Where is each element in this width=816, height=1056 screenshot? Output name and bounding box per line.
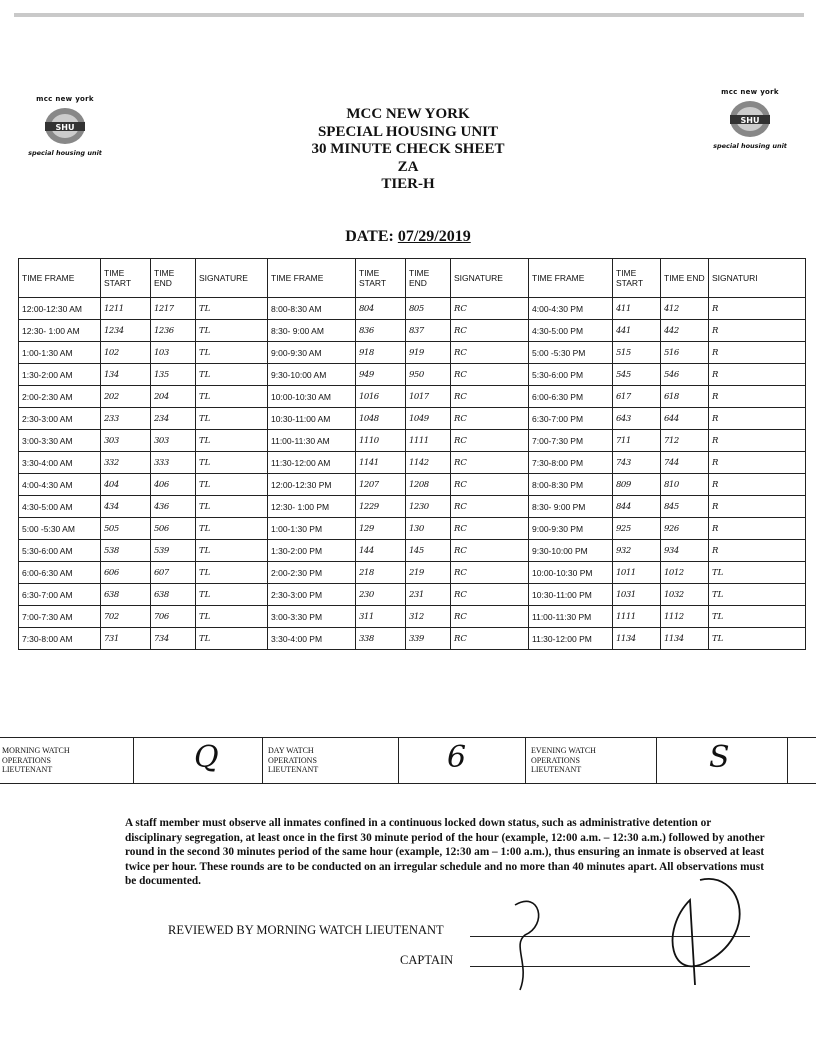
time-frame-cell: 6:30-7:00 AM [19,584,101,606]
signature-cell[interactable]: RC [451,408,529,430]
time-end-cell[interactable]: 712 [661,430,709,452]
time-end-cell[interactable]: 130 [406,518,451,540]
signature-cell[interactable]: TL [196,342,268,364]
time-frame-cell: 4:30-5:00 AM [19,496,101,518]
time-frame-cell: 11:00-11:30 AM [268,430,356,452]
time-frame-cell: 2:00-2:30 PM [268,562,356,584]
time-end-cell[interactable]: 339 [406,628,451,650]
time-frame-cell: 11:30-12:00 AM [268,452,356,474]
time-start-cell[interactable]: 836 [356,320,406,342]
evening-watch-signature: S [709,740,730,775]
time-start-cell[interactable]: 233 [101,408,151,430]
signature-cell[interactable]: TL [709,562,806,584]
time-frame-cell: 3:00-3:30 PM [268,606,356,628]
time-frame-cell: 11:00-11:30 PM [529,606,613,628]
signature-cell[interactable]: TL [709,584,806,606]
time-start-cell[interactable]: 1011 [613,562,661,584]
time-end-cell[interactable]: 231 [406,584,451,606]
time-start-cell[interactable]: 809 [613,474,661,496]
signature-cell[interactable]: TL [196,562,268,584]
time-frame-cell: 9:00-9:30 AM [268,342,356,364]
time-frame-cell: 10:00-10:30 PM [529,562,613,584]
time-end-cell[interactable]: 406 [151,474,196,496]
logo-left-badge-text: SHU [55,123,75,132]
signature-cell[interactable]: R [709,364,806,386]
header-line-2: SPECIAL HOUSING UNIT [317,123,499,140]
time-end-cell[interactable]: 950 [406,364,451,386]
time-frame-cell: 7:00-7:30 PM [529,430,613,452]
time-end-cell[interactable]: 412 [661,298,709,320]
signature-cell[interactable]: RC [451,364,529,386]
signature-cell[interactable]: TL [196,584,268,606]
signature-cell[interactable]: RC [451,452,529,474]
time-end-cell[interactable]: 312 [406,606,451,628]
time-start-cell[interactable]: 1234 [101,320,151,342]
time-start-cell[interactable]: 804 [356,298,406,320]
time-start-cell[interactable]: 638 [101,584,151,606]
signature-cell[interactable]: R [709,452,806,474]
signature-cell[interactable]: RC [451,562,529,584]
header-line-4: ZA [397,158,419,175]
time-start-cell[interactable]: 606 [101,562,151,584]
captain-signature-scribble [673,879,740,985]
time-end-cell[interactable]: 1032 [661,584,709,606]
time-start-cell[interactable]: 332 [101,452,151,474]
time-end-cell[interactable]: 145 [406,540,451,562]
time-frame-cell: 5:00 -5:30 PM [529,342,613,364]
time-frame-cell: 8:30- 9:00 PM [529,496,613,518]
time-frame-cell: 4:00-4:30 AM [19,474,101,496]
logo-right-top-text: mcc new york [721,88,779,96]
time-end-cell[interactable]: 706 [151,606,196,628]
time-start-cell[interactable]: 643 [613,408,661,430]
time-frame-cell: 10:30-11:00 AM [268,408,356,430]
time-frame-cell: 9:30-10:00 AM [268,364,356,386]
time-start-cell[interactable]: 311 [356,606,406,628]
morning-watch-signature: Q [194,740,219,775]
time-start-cell[interactable]: 230 [356,584,406,606]
signature-cell[interactable]: R [709,540,806,562]
signature-cell[interactable]: R [709,430,806,452]
day-watch-signature: 6 [447,740,467,775]
signature-cell[interactable]: RC [451,540,529,562]
date-value: 07/29/2019 [397,228,471,245]
header-line-5: TIER-H [381,176,435,192]
time-frame-cell: 1:30-2:00 AM [19,364,101,386]
time-frame-cell: 9:30-10:00 PM [529,540,613,562]
lieutenant-signature-scribble [515,901,539,990]
time-start-cell[interactable]: 102 [101,342,151,364]
time-end-cell[interactable]: 734 [151,628,196,650]
time-start-cell[interactable]: 1134 [613,628,661,650]
time-start-cell[interactable]: 545 [613,364,661,386]
signature-cell[interactable]: R [709,342,806,364]
time-frame-cell: 6:00-6:30 PM [529,386,613,408]
time-end-cell[interactable]: 219 [406,562,451,584]
signature-cell[interactable]: TL [196,496,268,518]
time-frame-cell: 8:00-8:30 PM [529,474,613,496]
time-end-cell[interactable]: 837 [406,320,451,342]
time-end-cell[interactable]: 926 [661,518,709,540]
column-header: TIME END [151,259,196,298]
time-start-cell[interactable]: 932 [613,540,661,562]
time-end-cell[interactable]: 810 [661,474,709,496]
time-frame-cell: 9:00-9:30 PM [529,518,613,540]
header-line-1: MCC NEW YORK [346,106,470,122]
observation-notice: A staff member must observe all inmates confined in a continuous locked down status, such as administrative detention or disciplinary segregation, at least once in the first 30 minute period of the hour (example, 12:00 a.m. – 12:30 a.m.) followed by another round in the second 30 minutes period of the same hour (example, 12:30 am – 1:00 a.m.), thus ensuring an inmate is observed at least twice per hour. These rounds are to be conducted on an irregular schedule and no more than 40 minutes apart. All observations must be documented. [125,817,765,887]
time-end-cell[interactable]: 805 [406,298,451,320]
time-start-cell[interactable]: 925 [613,518,661,540]
time-end-cell[interactable]: 1217 [151,298,196,320]
time-end-cell[interactable]: 436 [151,496,196,518]
time-end-cell[interactable]: 1112 [661,606,709,628]
column-header: TIME START [613,259,661,298]
signature-cell[interactable]: RC [451,430,529,452]
signature-cell[interactable]: RC [451,298,529,320]
time-start-cell[interactable]: 515 [613,342,661,364]
time-start-cell[interactable]: 404 [101,474,151,496]
signature-cell[interactable]: RC [451,320,529,342]
time-start-cell[interactable]: 129 [356,518,406,540]
lieutenant-review-label: REVIEWED BY MORNING WATCH LIEUTENANT [168,923,444,937]
signature-cell[interactable]: RC [451,474,529,496]
time-frame-cell: 7:00-7:30 AM [19,606,101,628]
time-start-cell[interactable]: 711 [613,430,661,452]
signature-cell[interactable]: R [709,474,806,496]
signature-cell[interactable]: TL [196,518,268,540]
time-start-cell[interactable]: 134 [101,364,151,386]
time-start-cell[interactable]: 1016 [356,386,406,408]
signature-cell[interactable]: RC [451,496,529,518]
time-frame-cell: 6:00-6:30 AM [19,562,101,584]
time-end-cell[interactable]: 103 [151,342,196,364]
signature-cell[interactable]: TL [196,474,268,496]
time-end-cell[interactable]: 516 [661,342,709,364]
signature-cell[interactable]: RC [451,342,529,364]
time-start-cell[interactable]: 617 [613,386,661,408]
time-frame-cell: 10:00-10:30 AM [268,386,356,408]
time-end-cell[interactable]: 1049 [406,408,451,430]
time-end-cell[interactable]: 135 [151,364,196,386]
column-header: SIGNATURE [196,259,268,298]
signature-cell[interactable]: TL [196,386,268,408]
column-header: TIME END [661,259,709,298]
signature-cell[interactable]: TL [196,606,268,628]
day-watch-label: DAY WATCH OPERATIONS LIEUTENANT [268,746,319,774]
evening-watch-label: EVENING WATCH OPERATIONS LIEUTENANT [531,746,596,774]
time-end-cell[interactable]: 1142 [406,452,451,474]
time-start-cell[interactable]: 505 [101,518,151,540]
time-end-cell[interactable]: 1017 [406,386,451,408]
time-frame-cell: 1:00-1:30 AM [19,342,101,364]
time-frame-cell: 12:00-12:30 PM [268,474,356,496]
time-end-cell[interactable]: 618 [661,386,709,408]
time-frame-cell: 5:30-6:00 PM [529,364,613,386]
signature-cell[interactable]: RC [451,628,529,650]
time-end-cell[interactable]: 546 [661,364,709,386]
time-end-cell[interactable]: 607 [151,562,196,584]
time-frame-cell: 3:30-4:00 AM [19,452,101,474]
time-end-cell[interactable]: 1208 [406,474,451,496]
time-start-cell[interactable]: 538 [101,540,151,562]
time-start-cell[interactable]: 434 [101,496,151,518]
time-frame-cell: 12:00-12:30 AM [19,298,101,320]
signature-cell[interactable]: TL [196,540,268,562]
time-start-cell[interactable]: 411 [613,298,661,320]
logo-right-bottom-text: special housing unit [713,142,787,150]
time-end-cell[interactable]: 333 [151,452,196,474]
time-frame-cell: 12:30- 1:00 AM [19,320,101,342]
signature-cell[interactable]: R [709,386,806,408]
time-end-cell[interactable]: 442 [661,320,709,342]
time-start-cell[interactable]: 1229 [356,496,406,518]
time-end-cell[interactable]: 1236 [151,320,196,342]
time-end-cell[interactable]: 744 [661,452,709,474]
time-start-cell[interactable]: 1207 [356,474,406,496]
time-frame-cell: 8:00-8:30 AM [268,298,356,320]
column-header: TIME START [101,259,151,298]
column-header: TIME FRAME [19,259,101,298]
time-start-cell[interactable]: 144 [356,540,406,562]
time-end-cell[interactable]: 644 [661,408,709,430]
time-start-cell[interactable]: 1048 [356,408,406,430]
time-end-cell[interactable]: 539 [151,540,196,562]
time-frame-cell: 3:00-3:30 AM [19,430,101,452]
time-start-cell[interactable]: 1110 [356,430,406,452]
header-line-3: 30 MINUTE CHECK SHEET [311,141,505,157]
time-end-cell[interactable]: 1012 [661,562,709,584]
time-start-cell[interactable]: 949 [356,364,406,386]
time-end-cell[interactable]: 934 [661,540,709,562]
captain-label: CAPTAIN [400,953,454,967]
signature-cell[interactable]: TL [196,408,268,430]
time-end-cell[interactable]: 204 [151,386,196,408]
time-frame-cell: 4:00-4:30 PM [529,298,613,320]
signature-cell[interactable]: TL [196,430,268,452]
time-frame-cell: 10:30-11:00 PM [529,584,613,606]
signature-cell[interactable]: R [709,496,806,518]
signature-cell[interactable]: RC [451,584,529,606]
time-end-cell[interactable]: 1111 [406,430,451,452]
time-frame-cell: 7:30-8:00 PM [529,452,613,474]
time-frame-cell: 2:00-2:30 AM [19,386,101,408]
column-header: SIGNATURE [451,259,529,298]
time-start-cell[interactable]: 1111 [613,606,661,628]
time-end-cell[interactable]: 303 [151,430,196,452]
time-start-cell[interactable]: 338 [356,628,406,650]
column-header: TIME FRAME [529,259,613,298]
signature-cell[interactable]: TL [709,628,806,650]
signature-cell[interactable]: TL [709,606,806,628]
signature-cell[interactable]: R [709,298,806,320]
time-frame-cell: 6:30-7:00 PM [529,408,613,430]
time-end-cell[interactable]: 1230 [406,496,451,518]
signature-cell[interactable]: TL [196,298,268,320]
time-end-cell[interactable]: 234 [151,408,196,430]
time-frame-cell: 2:30-3:00 PM [268,584,356,606]
time-start-cell[interactable]: 844 [613,496,661,518]
time-start-cell[interactable]: 1141 [356,452,406,474]
column-header: TIME START [356,259,406,298]
time-start-cell[interactable]: 731 [101,628,151,650]
morning-watch-label: MORNING WATCH OPERATIONS LIEUTENANT [2,746,70,774]
time-frame-cell: 5:30-6:00 AM [19,540,101,562]
logo-left-bottom-text: special housing unit [28,149,102,157]
signature-cell[interactable]: R [709,518,806,540]
signature-cell[interactable]: RC [451,518,529,540]
time-frame-cell: 1:30-2:00 PM [268,540,356,562]
time-start-cell[interactable]: 1211 [101,298,151,320]
time-start-cell[interactable]: 918 [356,342,406,364]
time-start-cell[interactable]: 202 [101,386,151,408]
time-start-cell[interactable]: 743 [613,452,661,474]
time-frame-cell: 7:30-8:00 AM [19,628,101,650]
time-end-cell[interactable]: 1134 [661,628,709,650]
signature-cell[interactable]: RC [451,606,529,628]
signature-cell[interactable]: TL [196,364,268,386]
time-frame-cell: 2:30-3:00 AM [19,408,101,430]
time-end-cell[interactable]: 638 [151,584,196,606]
time-frame-cell: 8:30- 9:00 AM [268,320,356,342]
signature-cell[interactable]: TL [196,628,268,650]
time-frame-cell: 12:30- 1:00 PM [268,496,356,518]
time-start-cell[interactable]: 441 [613,320,661,342]
time-start-cell[interactable]: 303 [101,430,151,452]
time-start-cell[interactable]: 702 [101,606,151,628]
signature-cell[interactable]: R [709,320,806,342]
time-end-cell[interactable]: 506 [151,518,196,540]
time-start-cell[interactable]: 218 [356,562,406,584]
signature-cell[interactable]: RC [451,386,529,408]
time-frame-cell: 1:00-1:30 PM [268,518,356,540]
time-start-cell[interactable]: 1031 [613,584,661,606]
time-end-cell[interactable]: 919 [406,342,451,364]
time-frame-cell: 5:00 -5:30 AM [19,518,101,540]
time-frame-cell: 4:30-5:00 PM [529,320,613,342]
column-header: TIME FRAME [268,259,356,298]
time-frame-cell: 3:30-4:00 PM [268,628,356,650]
logo-right-badge-text: SHU [740,116,760,125]
date-label: DATE: [345,228,398,245]
signature-cell[interactable]: R [709,408,806,430]
signature-cell[interactable]: TL [196,452,268,474]
column-header: SIGNATURI [709,259,806,298]
column-header: TIME END [406,259,451,298]
signature-cell[interactable]: TL [196,320,268,342]
time-end-cell[interactable]: 845 [661,496,709,518]
logo-left-top-text: mcc new york [36,95,94,103]
time-frame-cell: 11:30-12:00 PM [529,628,613,650]
